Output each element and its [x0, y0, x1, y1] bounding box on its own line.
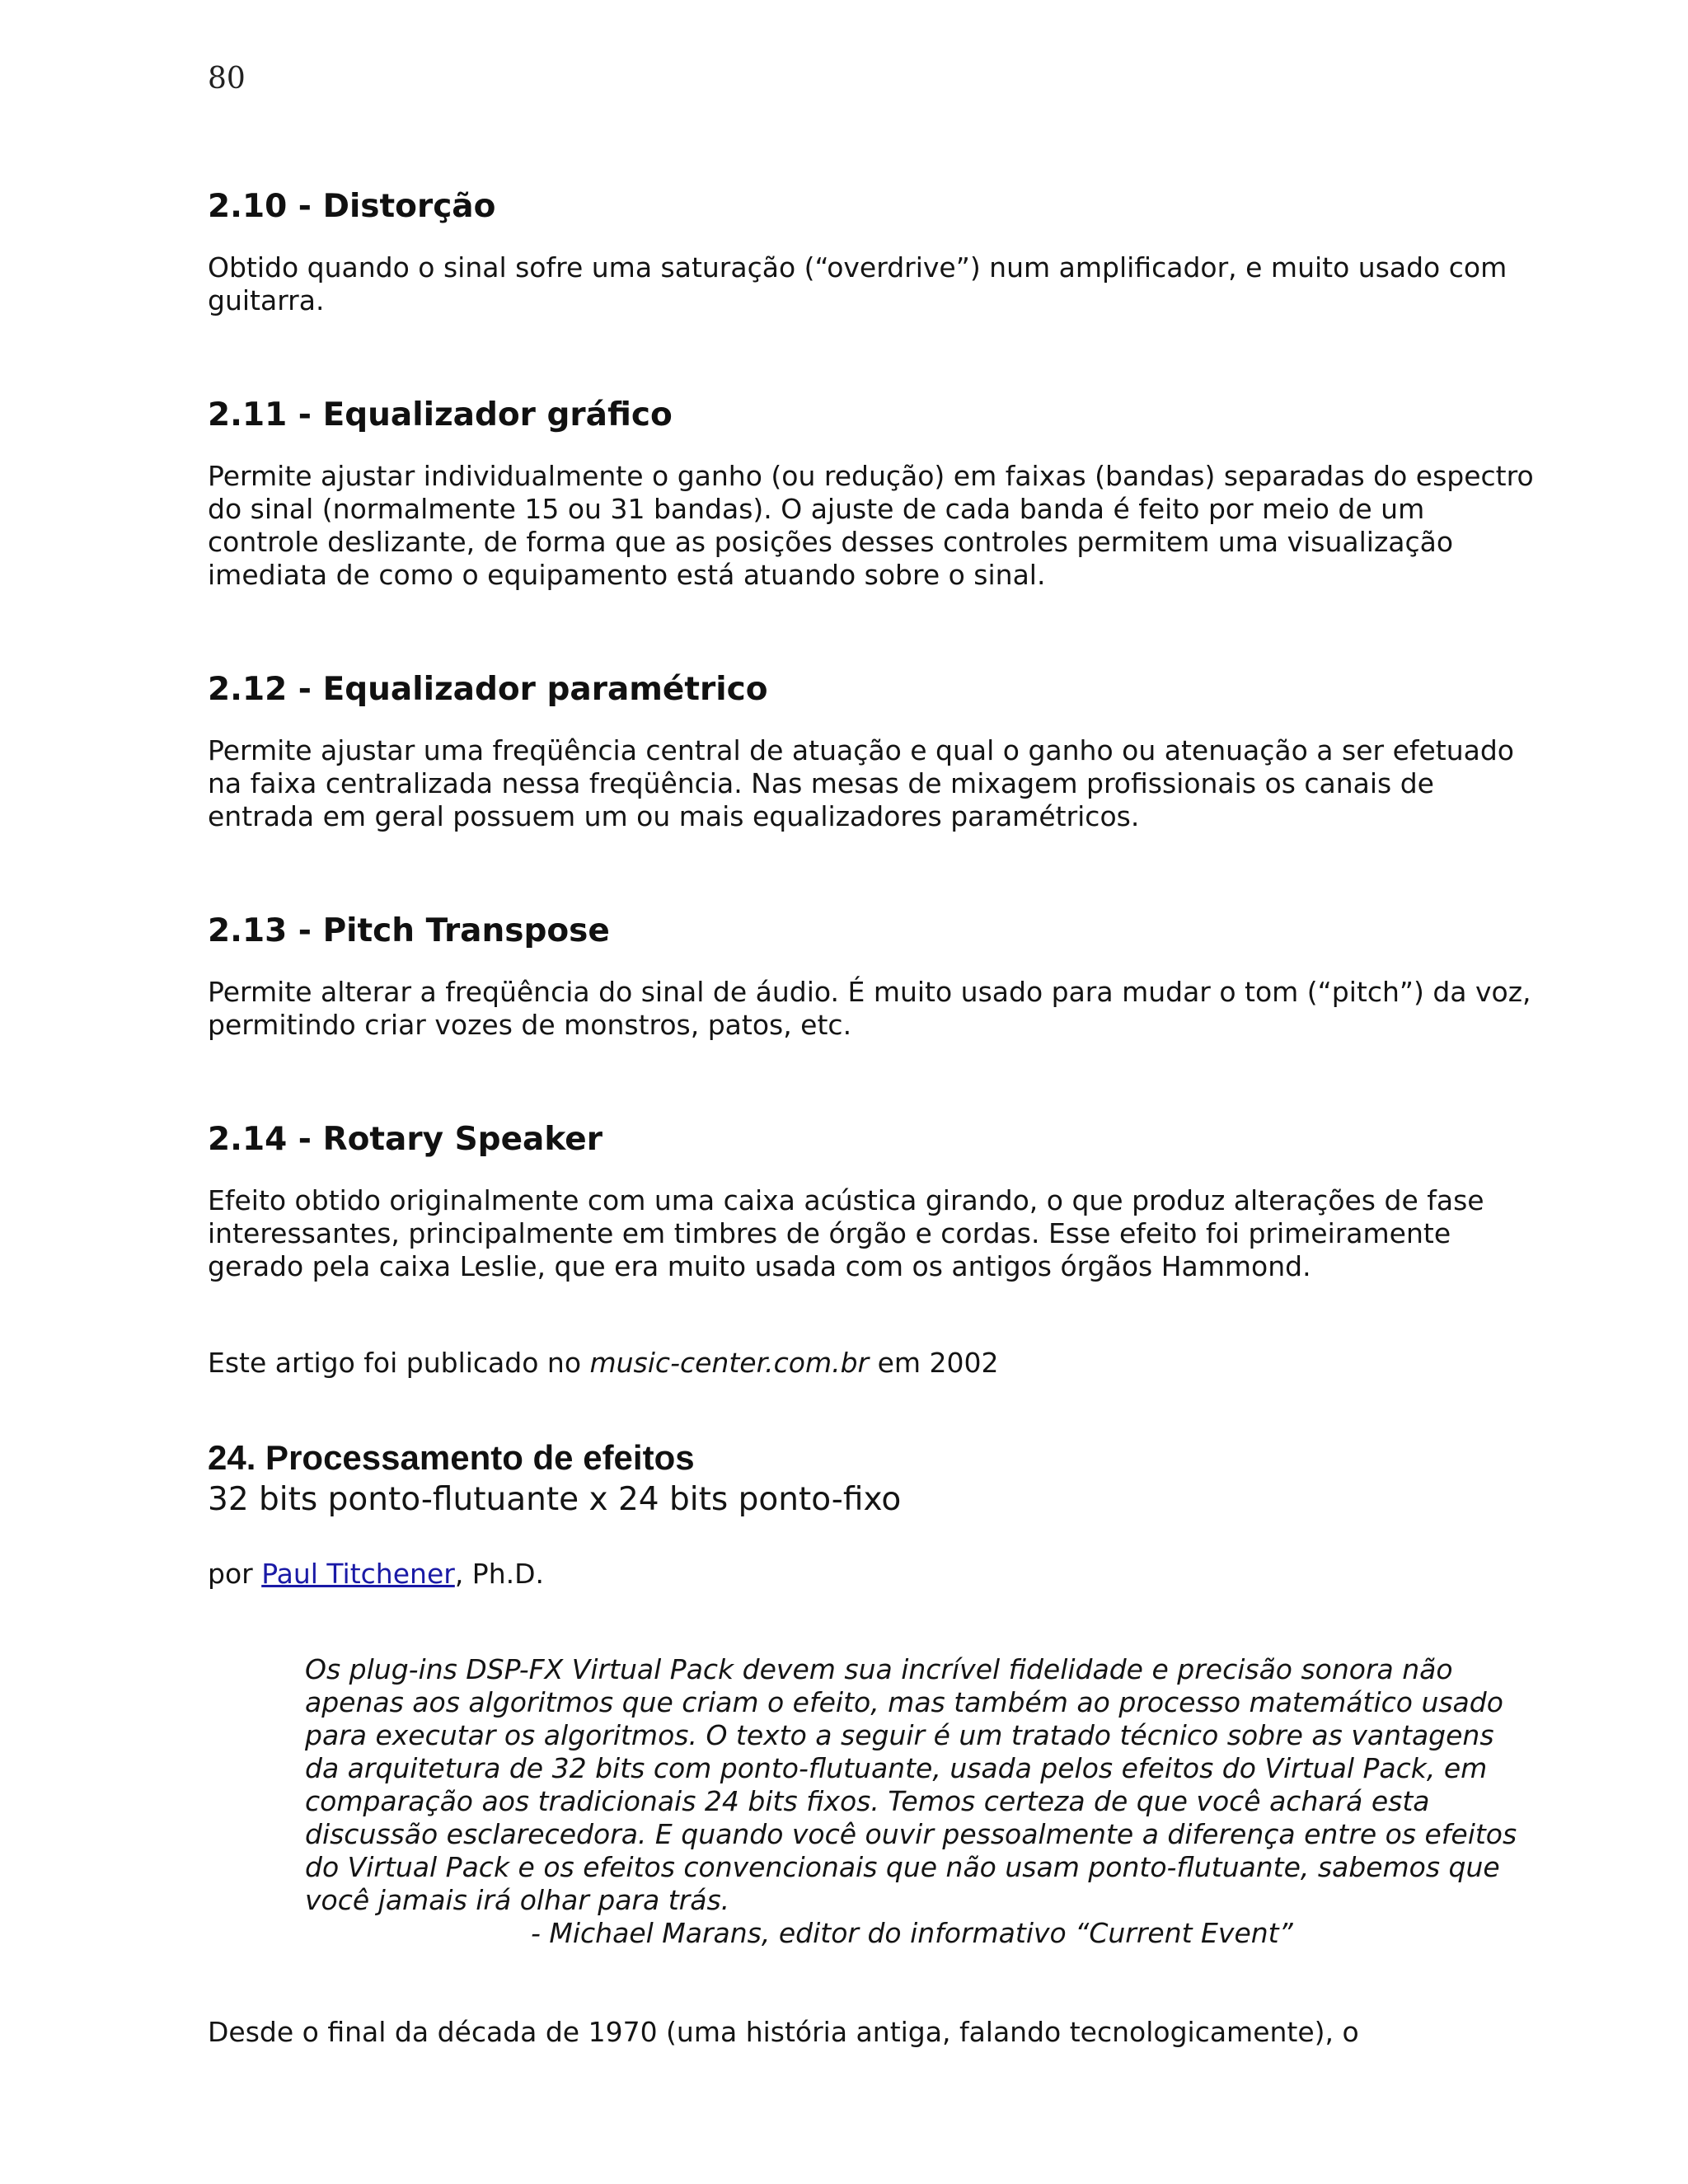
- page-content: [208, 185, 1535, 2049]
- spacer: [208, 1950, 1535, 2016]
- section-title: 2.13 - Pitch Transpose: [208, 912, 610, 949]
- page-number: 80: [208, 62, 246, 96]
- section-title: 2.10 - Distorção: [208, 188, 496, 225]
- section-title: 2.12 - Equalizador paramétrico: [208, 671, 768, 708]
- byline-prefix: por: [208, 1558, 262, 1590]
- spacer: [208, 833, 1535, 910]
- section-body: Permite alterar a freqüência do sinal de áudio. É muito usado para mudar o tom (“pitch”) da voz, permitindo criar vozes de monstros, patos, etc.: [208, 976, 1531, 1041]
- section-equalizador-grafico: [208, 394, 1535, 592]
- author-link[interactable]: Paul Titchener: [261, 1558, 455, 1590]
- spacer: [208, 1283, 1535, 1347]
- quote-attribution: - Michael Marans, editor do informativo “Current Event”: [531, 1917, 1293, 1949]
- section-body: Permite ajustar uma freqüência central de atuação e qual o ganho ou atenuação a ser efetuado na faixa centralizada nessa freqüência. Nas mesas de mixagem profissionais os canais de entrada em geral possuem um ou mais equalizadores paramétricos.: [208, 734, 1514, 832]
- section-title: 2.11 - Equalizador gráfico: [208, 396, 673, 434]
- spacer: [208, 1380, 1535, 1437]
- section-body: Efeito obtido originalmente com uma caixa acústica girando, o que produz alterações de fase interessantes, principalmente em timbres de órgão e cordas. Esse efeito foi primeiramente gerado pela caixa Leslie, que era muito usada com os antigos órgãos Hammond.: [208, 1184, 1484, 1282]
- article-subtitle: 32 bits ponto-flutuante x 24 bits ponto-fixo: [208, 1481, 902, 1518]
- publication-note: [208, 1347, 1535, 1380]
- spacer: [208, 1591, 1535, 1653]
- section-body: Obtido quando o sinal sofre uma saturação (“overdrive”) num amplificador, e muito usado com guitarra.: [208, 251, 1507, 316]
- section-distorcao: [208, 185, 1535, 317]
- publication-note-prefix: Este artigo foi publicado no: [208, 1347, 590, 1379]
- spacer: [208, 1521, 1535, 1558]
- spacer: [208, 1042, 1535, 1118]
- spacer: [208, 592, 1535, 668]
- publication-site: music-center.com.br: [589, 1347, 870, 1379]
- section-body: Permite ajustar individualmente o ganho (ou redução) em faixas (bandas) separadas do espectro do sinal (normalmente 15 ou 31 bandas). O ajuste de cada banda é feito por meio de um controle deslizante, de forma que as posições desses controles permitem uma visualização imediata de como o equipamento está atuando sobre o sinal.: [208, 460, 1534, 591]
- article-title: 24. Processamento de efeitos: [208, 1438, 695, 1477]
- editor-quote: Os plug-ins DSP-FX Virtual Pack devem sua incrível fidelidade e precisão sonora não apenas aos algoritmos que criam o efeito, mas também ao processo matemático usado para executar os algoritmos. O texto a seguir é um tratado técnico sobre as vantagens da arquitetura de 32 bits com ponto-flutuante, usada pelos efeitos do Virtual Pack, em comparação aos tradicionais 24 bits fixos. Temos certeza de que você achará esta discussão esclarecedora. E quando você ouvir pessoalmente a diferença entre os efeitos do Virtual Pack e os efeitos convencionais que não usam ponto-flutuante, sabemos que você jamais irá olhar para trás.: [305, 1653, 1517, 1916]
- byline: [208, 1558, 1535, 1591]
- publication-note-suffix: em 2002: [869, 1347, 999, 1379]
- section-equalizador-parametrico: [208, 668, 1535, 833]
- section-pitch-transpose: [208, 910, 1535, 1042]
- article-body-start: Desde o final da década de 1970 (uma história antiga, falando tecnologicamente), o: [208, 2016, 1359, 2048]
- spacer: [208, 317, 1535, 394]
- byline-suffix: , Ph.D.: [454, 1558, 544, 1590]
- section-rotary-speaker: [208, 1118, 1535, 1283]
- section-title: 2.14 - Rotary Speaker: [208, 1121, 603, 1158]
